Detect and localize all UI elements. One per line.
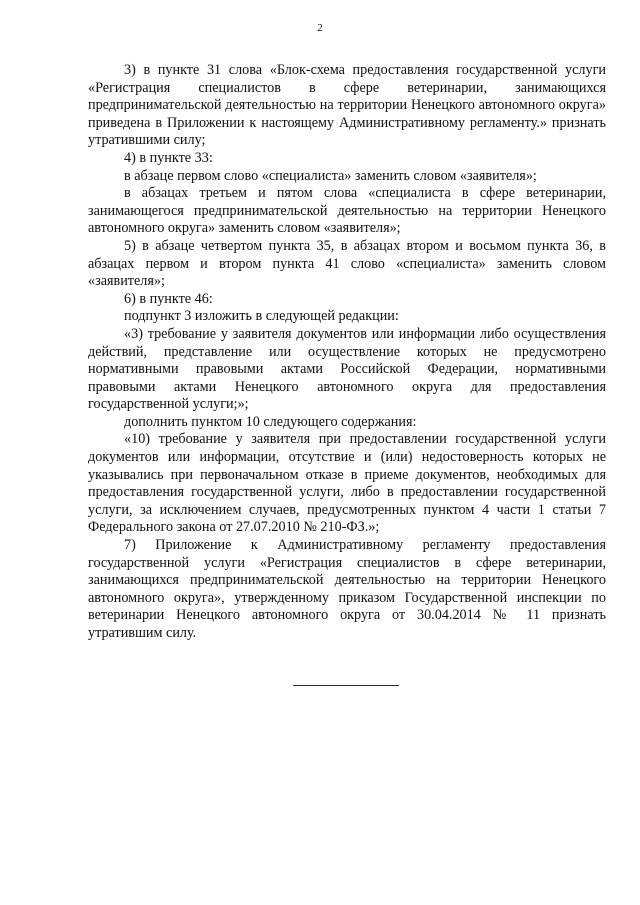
paragraph-subitem-10-intro: дополнить пунктом 10 следующего содержания: <box>124 413 417 430</box>
paragraph-item-7: 7) Приложение к Административному регламенту предоставления государственной услуги «Регистрация специалистов в сфере ветеринарии, занимающихся предпринимательской деятельностью на территории Ненецкого автономного округа», утвержденному приказом Государственной инспекции по ветеринарии Ненецкого автономного округа от 30.04.2014 № 11 признать утратившим силу. <box>88 537 606 641</box>
document-body <box>88 62 606 643</box>
paragraph-item-4: 4) в пункте 33: <box>124 149 213 166</box>
closing-separator-line <box>293 685 399 686</box>
paragraph-item-3: 3) в пункте 31 слова «Блок-схема предоставления государственной услуги «Регистрация специалистов в сфере ветеринарии, занимающихся предпринимательской деятельностью на территории Ненецкого автономного округа» приведена в Приложении к настоящему Административному регламенту.» признать утратившими силу; <box>88 62 606 149</box>
paragraph-item-4-abzac-1: в абзаце первом слово «специалиста» заменить словом «заявителя»; <box>124 167 537 184</box>
paragraph-subitem-3-intro: подпункт 3 изложить в следующей редакции: <box>124 308 399 325</box>
page-number: 2 <box>317 22 323 34</box>
paragraph-subitem-10-text: «10) требование у заявителя при предоставлении государственной услуги документов или информации, отсутствие и (или) недостоверность которых не указывались при первоначальном отказе в приеме документов, необходимых для предоставления государственной услуги, либо в предоставлении государственной услуги, за исключением случаев, предусмотренных пунктом 4 части 1 статьи 7 Федерального закона от 27.07.2010 № 210-ФЗ.»; <box>88 431 606 536</box>
paragraph-item-4-abzac-3-5: в абзацах третьем и пятом слова «специалиста в сфере ветеринарии, занимающегося предпринимательской деятельностью на территории Ненецкого автономного округа» заменить словом «заявителя»; <box>88 185 606 237</box>
paragraph-item-5: 5) в абзаце четвертом пункта 35, в абзацах втором и восьмом пункта 36, в абзацах первом и втором пункта 41 слово «специалиста» заменить словом «заявителя»; <box>88 237 606 290</box>
paragraph-subitem-3-text: «3) требование у заявителя документов или информации либо осуществления действий, представление или осуществление которых не предусмотрено нормативными правовыми актами Российской Федерации, нормативными правовыми актами Ненецкого автономного округа для предоставления государственной услуги;»; <box>88 325 606 413</box>
paragraph-item-6: 6) в пункте 46: <box>124 290 213 307</box>
